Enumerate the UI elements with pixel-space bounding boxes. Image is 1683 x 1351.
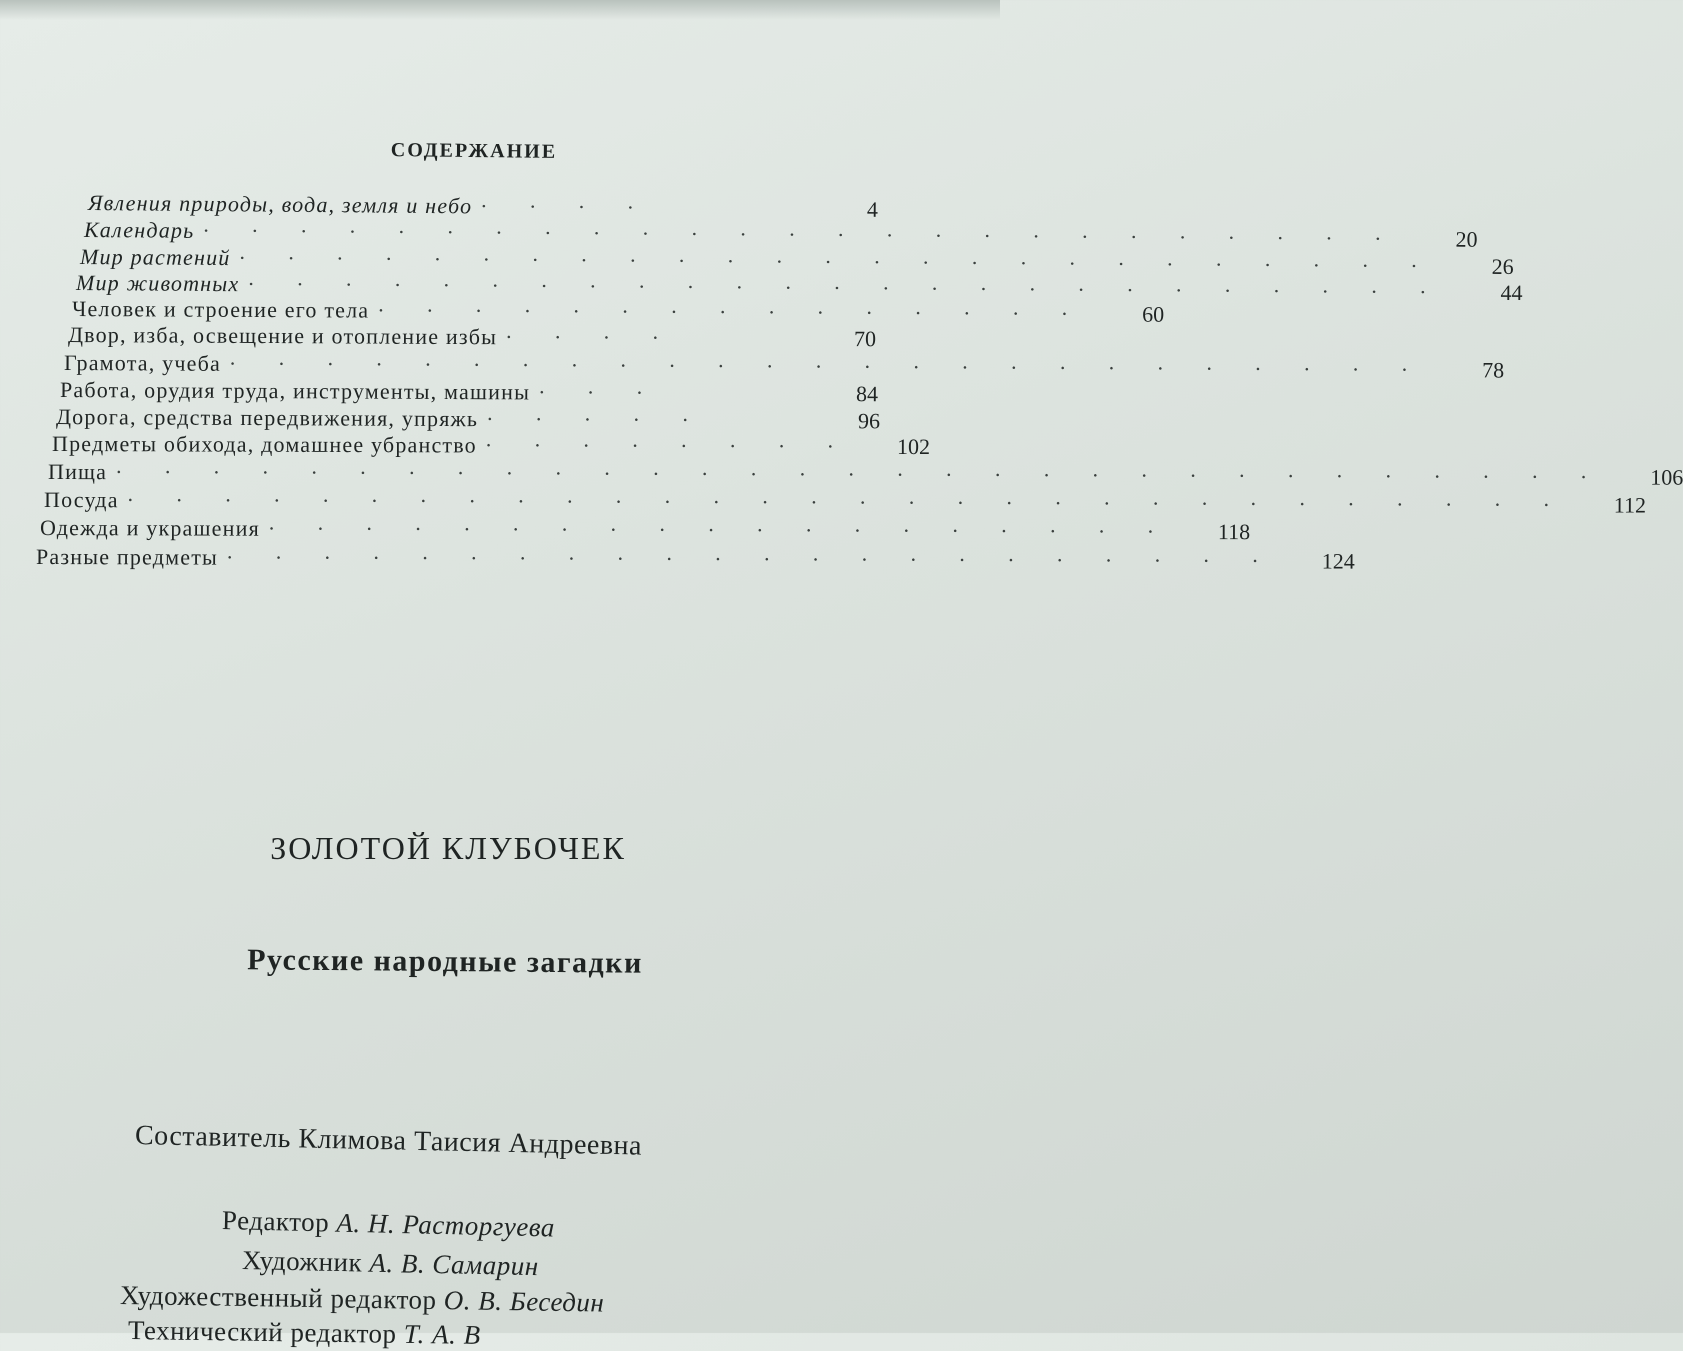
credit-role: Художник bbox=[241, 1245, 363, 1278]
toc-entry-label: Человек и строение его тела bbox=[71, 296, 370, 323]
toc-entry bbox=[51, 431, 931, 460]
toc-entry-label: Посуда bbox=[43, 487, 119, 513]
toc-entry-label: Мир растений bbox=[79, 244, 231, 271]
toc-entry-page: 112 bbox=[1613, 492, 1647, 518]
toc-leader-dots: · · · · · · · · · · · · · · · · · · · · · · · · · bbox=[247, 271, 1445, 305]
editor-credit bbox=[222, 1205, 556, 1244]
toc-entry-page: 70 bbox=[853, 326, 877, 352]
toc-entry bbox=[43, 487, 1647, 518]
toc-entry-page: 96 bbox=[857, 408, 881, 434]
toc-entry-page: 20 bbox=[1455, 226, 1478, 252]
toc-entry bbox=[63, 350, 1505, 383]
toc-entry-label: Разные предметы bbox=[35, 544, 219, 570]
toc-entry bbox=[83, 217, 1478, 252]
toc-leader-dots: · · · · · · · · · · · · · · · · · · · bbox=[267, 515, 1173, 544]
toc-entry-label: Одежда и украшения bbox=[39, 515, 260, 541]
credit-name: Т. А. В bbox=[403, 1318, 481, 1350]
toc-leader-dots: · · · bbox=[538, 379, 662, 406]
credit-name: А. В. Самарин bbox=[369, 1247, 539, 1282]
toc-entry-page: 106 bbox=[1650, 464, 1683, 490]
toc-entry bbox=[60, 377, 878, 407]
credit-name: А. Н. Расторгуева bbox=[336, 1207, 556, 1243]
toc-leader-dots: · · · · · bbox=[486, 406, 707, 433]
credit-role: Редактор bbox=[221, 1205, 330, 1238]
toc-entry-label: Календарь bbox=[83, 217, 195, 243]
toc-entry-label: Явления природы, вода, земля и небо bbox=[87, 190, 473, 219]
toc-entry-page: 102 bbox=[896, 433, 931, 460]
toc-entry-page: 118 bbox=[1217, 519, 1251, 545]
toc-leader-dots: · · · · · · · · · · · · · · · · · · · · · · · · · bbox=[228, 350, 1427, 383]
toc-entry bbox=[68, 322, 876, 352]
toc-leader-dots: · · · · · · · · · · · · · · · · · · · · · · · · · bbox=[202, 217, 1400, 252]
compiler-credit: Составитель Климова Таисия Андреевна bbox=[134, 1120, 643, 1162]
toc-entry bbox=[35, 544, 1355, 574]
toc-leader-dots: · · · · · · · · · · · · · · · · · · · · · · bbox=[226, 544, 1277, 574]
toc-entry-label: Грамота, учеба bbox=[63, 350, 222, 376]
toc-entry-page: 84 bbox=[855, 381, 879, 407]
page-edge-shadow bbox=[0, 0, 1000, 20]
toc-leader-dots: · · · · · · · · · · · · · · · · · · · · · · · · · · · · · · · bbox=[115, 459, 1606, 490]
toc-leader-dots: · · · · · · · · bbox=[484, 432, 853, 459]
toc-entry bbox=[56, 404, 880, 434]
tech-editor-credit bbox=[128, 1315, 481, 1351]
toc-leader-dots: · · · · bbox=[480, 193, 653, 220]
toc-entry-label: Дорога, средства передвижения, упряжь bbox=[55, 404, 479, 432]
toc-entry-page: 124 bbox=[1321, 548, 1355, 574]
toc-entry-label: Двор, изба, освещение и отопление избы bbox=[67, 322, 498, 350]
toc-leader-dots: · · · · · · · · · · · · · · · · · · · · · · · · · bbox=[238, 245, 1436, 279]
toc-entry-label: Работа, орудия труда, инструменты, машины bbox=[59, 377, 531, 405]
toc-entry bbox=[39, 515, 1251, 545]
artist-credit bbox=[242, 1245, 539, 1282]
credit-name: О. В. Беседин bbox=[443, 1285, 605, 1318]
book-title: ЗОЛОТОЙ КЛУБОЧЕК bbox=[270, 830, 626, 866]
credit-role: Технический редактор bbox=[127, 1315, 397, 1349]
toc-leader-dots: · · · · · · · · · · · · · · · · · · · · · · · · · · · · · · bbox=[126, 487, 1569, 518]
toc-entry-page: 78 bbox=[1482, 357, 1505, 383]
toc-entry-label: Предметы обихода, домашнее убранство bbox=[51, 431, 477, 458]
credit-role: Художественный редактор bbox=[119, 1280, 437, 1315]
toc-leader-dots: · · · · bbox=[505, 324, 678, 351]
book-subtitle: Русские народные загадки bbox=[247, 943, 643, 980]
toc-entry-page: 60 bbox=[1142, 301, 1165, 327]
toc-entry-label: Пища bbox=[47, 459, 108, 485]
toc-entry-page: 26 bbox=[1491, 253, 1514, 280]
toc-title: СОДЕРЖАНИЕ bbox=[390, 139, 558, 163]
toc-entry-page: 4 bbox=[866, 196, 879, 222]
toc-entry-label: Мир животных bbox=[75, 270, 240, 297]
toc-leader-dots: · · · · · · · · · · · · · · · bbox=[377, 297, 1087, 327]
toc-entry bbox=[47, 459, 1683, 490]
toc-entry-page: 44 bbox=[1500, 279, 1523, 306]
art-editor-credit bbox=[120, 1280, 605, 1319]
